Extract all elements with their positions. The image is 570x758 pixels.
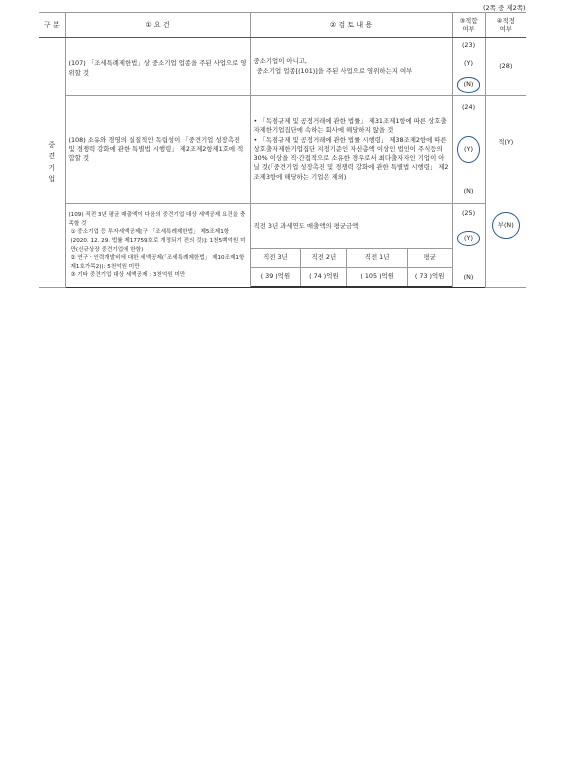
requirement-109 [65, 204, 250, 288]
review-107-line2: 중소기업 업종[(101)]을 주된 사업으로 영위하는지 여부 [256, 66, 413, 75]
suitability-108 [452, 96, 485, 204]
no-mark-107-circled: (N) [457, 77, 481, 92]
header-row [39, 13, 526, 38]
requirement-107: (107) 「조세특례제한법」상 중소기업 업종을 주된 사업으로 영위할 것 [65, 38, 250, 96]
requirement-109-title: (109) 직전 3년 평균 매출액이 다음의 중견기업 대상 세액공제 요건을 충족할 것 [68, 211, 246, 227]
fitness-yes-mark: 적(Y) [498, 137, 514, 146]
category-label: 중 견 기 업 [48, 141, 56, 183]
header-fitness-line1: ④적정 [496, 16, 515, 25]
review-109 [250, 204, 452, 288]
row-109 [39, 204, 526, 288]
header-fitness [485, 13, 526, 38]
category-cell [39, 38, 65, 288]
review-108 [250, 96, 452, 204]
sales-value-2y: ( 74 )억원 [301, 268, 347, 287]
header-suitability [452, 13, 485, 38]
sales-value-row [251, 268, 452, 287]
fitness-number-cell: (28) [485, 38, 526, 96]
yes-mark-107: (Y) [464, 58, 473, 67]
review-108-item2: • 「독점규제 및 공정거래에 관한 법률 시행령」 제38조제2항에 따른 상호출자제한기업집단 지정기준인 자산총액 이상인 법인이 주식등의 30% 이상을 직‧간접적으로 소유한 경우로서 최다출자자인 기업이 아닐 것(「중견기업 성장촉진 및 경쟁력 강화에 관한 특별법 시행령」 제2조제3항에 해당하는 기업은 제외) [253, 135, 449, 181]
review-109-text: 직전 3년 과세연도 매출액의 평균금액 [251, 204, 452, 249]
yes-mark-108-circled: (Y) [457, 136, 480, 163]
sales-header-1y: 직전 1년 [347, 249, 407, 268]
requirement-109-item3: ③ 기타 중견기업 대상 세액공제 : 3천억원 미만 [70, 272, 186, 279]
requirement-109-item2: ② 연구ㆍ인력개발비에 대한 세액공제(「조세특례제한법」 제10조제1항제1호가목2)): 5천억원 미만 [70, 255, 245, 270]
no-mark-109: (N) [463, 273, 474, 282]
sales-value-1y: ( 105 )억원 [347, 268, 407, 287]
requirement-109-item1: ① 중소기업 등 투자세액공제[구 「조세특례제한법」 제5조제1항(2020. 12. 29. 법률 제17759호로 개정되기 전의 것)]: 1천5백억원 미만(신규상장 중견기업에 한함) [70, 229, 246, 253]
requirement-108: (108) 소유와 경영의 실질적인 독립성이 「중견기업 성장촉진 및 경쟁력 강화에 관한 특별법 시행령」 제2조제2항제1호에 적합할 것 [65, 96, 250, 204]
sales-header-row [251, 249, 452, 268]
row-108 [39, 96, 526, 204]
no-mark-108: (N) [463, 187, 474, 196]
number-23: (23) [461, 40, 476, 49]
header-category: 구 분 [39, 13, 65, 38]
suitability-107 [452, 38, 485, 96]
sales-table [251, 249, 452, 287]
sales-header-avg: 평균 [407, 249, 451, 268]
header-suitability-line1: ③적합 [459, 16, 478, 25]
number-24: (24) [461, 102, 476, 111]
header-fitness-line2: 여부 [499, 25, 512, 33]
header-review: ② 검 토 내 용 [250, 13, 452, 38]
fitness-result-cell [485, 96, 526, 288]
sales-value-avg: ( 73 )억원 [407, 268, 451, 287]
header-requirement: ① 요 건 [65, 13, 250, 38]
yes-mark-109-circled: (Y) [457, 231, 480, 246]
review-107 [250, 38, 452, 96]
mid-sized-enterprise-review-table [39, 12, 526, 288]
page-number-note: (2쪽 중 제2쪽) [483, 4, 526, 12]
sales-header-3y: 직전 3년 [251, 249, 301, 268]
row-107 [39, 38, 526, 96]
sales-header-2y: 직전 2년 [301, 249, 347, 268]
review-108-item1: • 「독점규제 및 공정거래에 관한 법률」 제31조제1항에 따른 상호출자제한기업집단에 속하는 회사에 해당하지 않을 것 [253, 117, 447, 135]
header-suitability-line2: 여부 [462, 25, 475, 33]
suitability-109 [452, 204, 485, 288]
number-25: (25) [461, 208, 476, 217]
review-107-line1: 중소기업이 아니고, [253, 57, 307, 66]
sales-value-3y: ( 39 )억원 [251, 268, 301, 287]
fitness-no-mark-circled: 부(N) [492, 212, 520, 239]
